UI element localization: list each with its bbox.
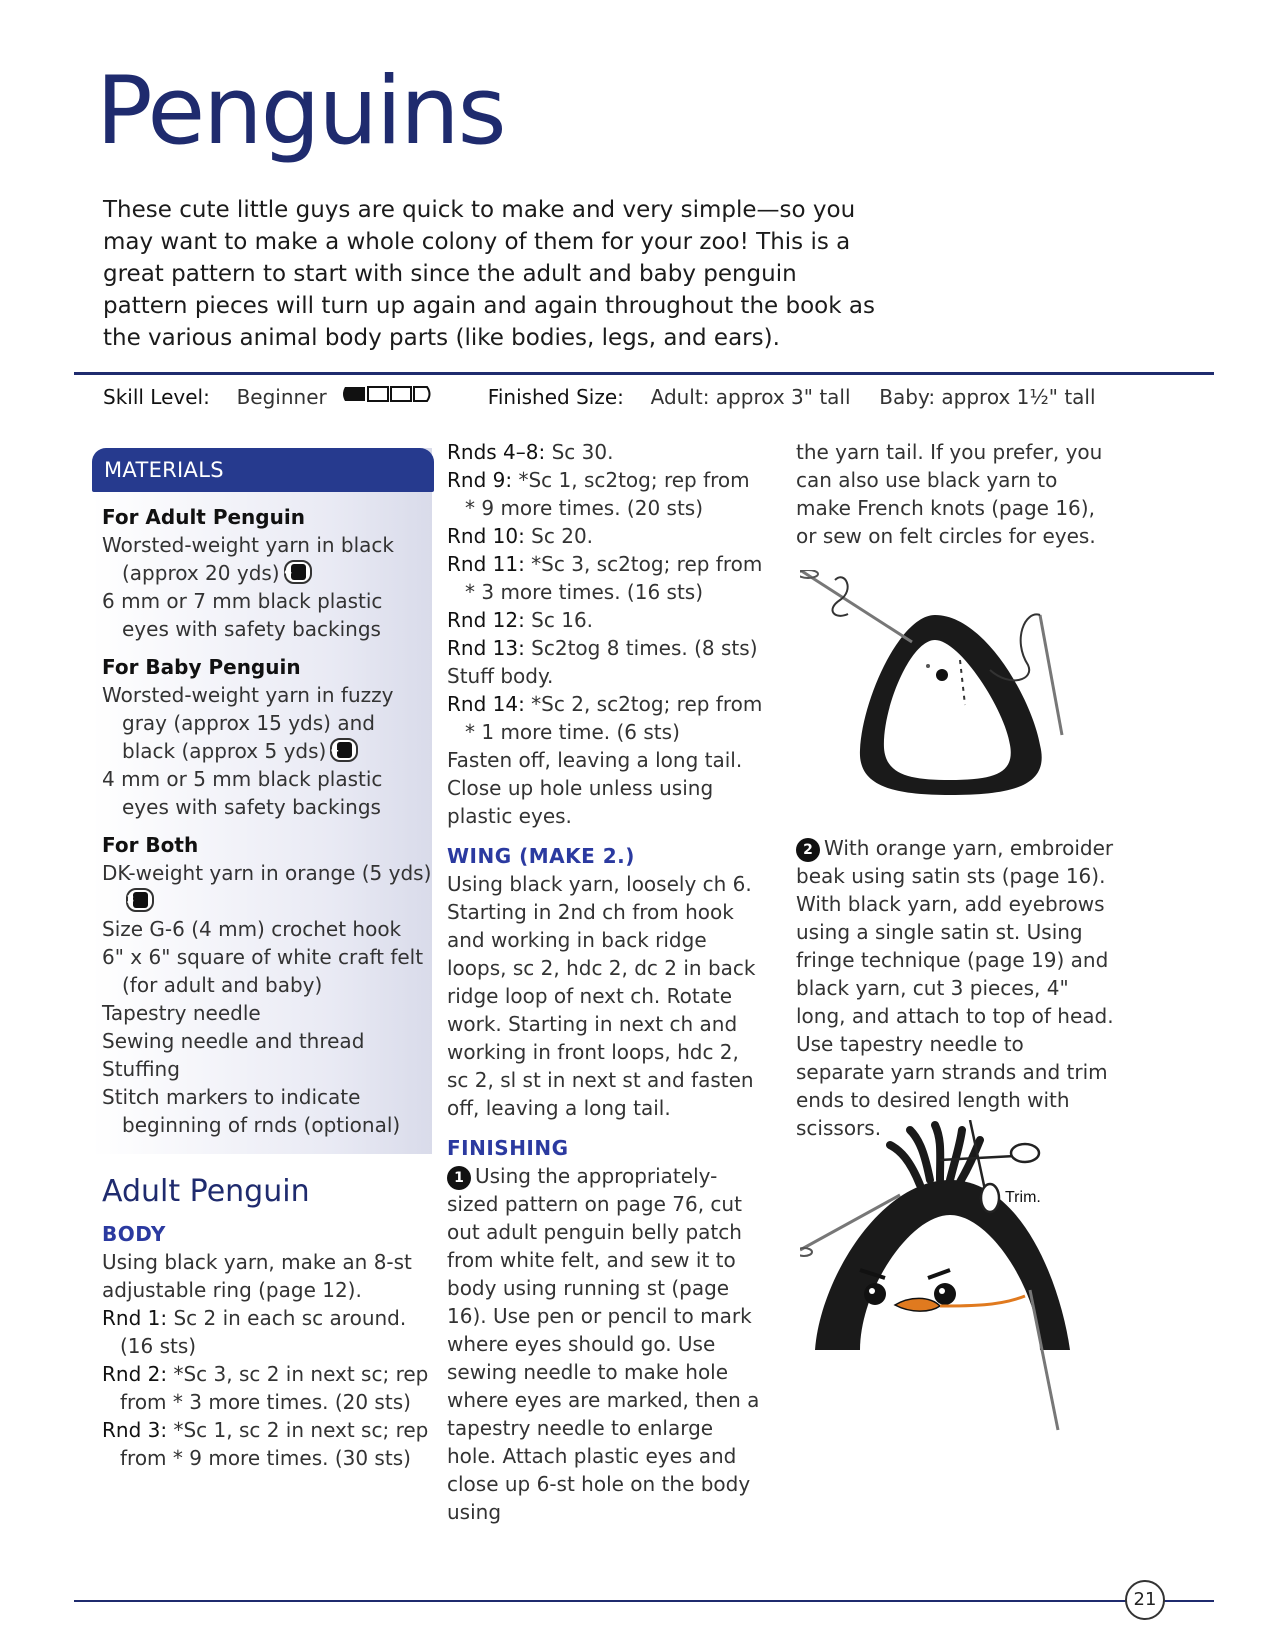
round-item: Rnd 10: Sc 20. — [447, 524, 594, 548]
round-item: Rnd 12: Sc 16. — [447, 608, 594, 632]
material-item: Stuffing — [102, 1057, 180, 1081]
material-item: Stitch markers to indicate beginning of rnds (optional) — [102, 1085, 401, 1137]
round-item: Rnd 1: Sc 2 in each sc around. (16 sts) — [102, 1306, 407, 1358]
top-divider — [74, 372, 1214, 375]
material-item: Worsted-weight yarn in fuzzy gray (approx 15 yds) and black (approx 5 yds) 4 — [102, 683, 394, 763]
finishing-heading: FINISHING — [447, 1136, 569, 1160]
material-item: Tapestry needle — [102, 1001, 261, 1025]
material-item: Size G-6 (4 mm) crochet hook — [102, 917, 402, 941]
finishing-step-2: 2 With orange yarn, embroider beak using satin sts (page 16). With black yarn, add eyebrows using a single satin st. Using fringe technique (page 19) and black yarn, cut 3 pieces, 4" long, and attach to top of head. Use tapestry needle to separate yarn strands and trim ends to desired length with scissors. — [796, 836, 1114, 1140]
yarn-weight-icon: 4 — [330, 738, 358, 762]
bottom-divider — [74, 1600, 1214, 1602]
sewing-needle-icon — [1040, 615, 1062, 735]
yarn-weight-icon: 4 — [284, 560, 312, 584]
material-item: DK-weight yarn in orange (5 yds) 3 — [102, 859, 432, 915]
page-number: 21 — [1125, 1580, 1165, 1620]
intro-paragraph: These cute little guys are quick to make and very simple—so you may want to make a whole colony of them for your zoo! This is a great pattern to start with since the adult and baby penguin pattern pieces will turn up again and again throughout the book as the various animal body parts (like bodies, legs, and ears). — [103, 197, 875, 351]
step-number-badge: 2 — [796, 838, 820, 862]
finishing-step-1: 1 Using the appropriately-sized pattern on page 76, cut out adult penguin belly patch from white felt, and sew it to body using running st (page 16). Use pen or pencil to mark where eyes should go. Use sewing needle to make hole where eyes are marked, then a tapestry needle to enlarge hole. Attach plastic eyes and close up 6-st hole on the body using — [447, 1164, 760, 1524]
skill-size-bar — [103, 383, 1213, 417]
materials-heading: MATERIALS — [92, 448, 434, 492]
adult-penguin-section — [102, 1172, 432, 1472]
skill-value: Beginner — [236, 384, 327, 409]
material-item: Worsted-weight yarn in black (approx 20 yds) 4 — [102, 533, 395, 585]
trim-label: Trim. — [1005, 1189, 1041, 1206]
adult-materials-heading: For Adult Penguin — [102, 505, 305, 529]
finishing-step-1-continued: the yarn tail. If you prefer, you can also use black yarn to make French knots (page 16), or sew on felt circles for eyes. — [796, 440, 1103, 548]
stuff-body-text: Stuff body. — [447, 664, 554, 688]
right-column — [796, 438, 1114, 550]
round-item: Rnd 13: Sc2tog 8 times. (8 sts) — [447, 636, 758, 660]
size-adult: Adult: approx 3" tall — [650, 384, 851, 409]
size-baby: Baby: approx 1½" tall — [879, 384, 1096, 409]
adult-penguin-heading: Adult Penguin — [102, 1174, 310, 1209]
round-item: Rnd 3: *Sc 1, sc 2 in next sc; rep from * 9 more times. (30 sts) — [102, 1418, 429, 1470]
baby-materials-heading: For Baby Penguin — [102, 655, 301, 679]
material-item: 6 mm or 7 mm black plastic eyes with safety backings — [102, 589, 383, 641]
round-item: Rnd 11: *Sc 3, sc2tog; rep from * 3 more times. (16 sts) — [447, 552, 763, 604]
yarn-weight-icon: 3 — [126, 888, 154, 912]
page-title: Penguins — [96, 57, 505, 166]
skill-label: Skill Level: — [103, 384, 210, 409]
round-item: Rnds 4–8: Sc 30. — [447, 440, 614, 464]
middle-column — [447, 438, 765, 1526]
size-label: Finished Size: — [487, 384, 624, 409]
materials-list — [102, 503, 432, 1139]
wing-instructions: Using black yarn, loosely ch 6. Starting in 2nd ch from hook and working in back ridge loops, sc 2, hdc 2, dc 2 in back ridge loop of next ch. Rotate work. Starting in next ch and working in front loops, hdc 2, sc 2, sl st in next st and fasten off, leaving a long tail. — [447, 872, 756, 1120]
material-item: 6" x 6" square of white craft felt (for adult and baby) — [102, 945, 424, 997]
round-item: Rnd 14: *Sc 2, sc2tog; rep from * 1 more time. (6 sts) — [447, 692, 763, 744]
step-number-badge: 1 — [447, 1166, 471, 1190]
body-intro: Using black yarn, make an 8-st adjustable ring (page 12). — [102, 1250, 412, 1302]
skill-level-bars-icon — [341, 384, 433, 409]
penguin-trim-illustration — [800, 1120, 1110, 1450]
tapestry-needle-icon — [800, 570, 912, 642]
round-item: Rnd 2: *Sc 3, sc 2 in next sc; rep from * 3 more times. (20 sts) — [102, 1362, 429, 1414]
round-item: Rnd 9: *Sc 1, sc2tog; rep from * 9 more times. (20 sts) — [447, 468, 750, 520]
material-item: Sewing needle and thread — [102, 1029, 365, 1053]
wing-heading: WING (MAKE 2.) — [447, 844, 635, 868]
fasten-off-text: Fasten off, leaving a long tail. Close up hole unless using plastic eyes. — [447, 748, 743, 828]
both-materials-heading: For Both — [102, 833, 199, 857]
penguin-eyes-illustration — [800, 570, 1110, 820]
material-item: 4 mm or 5 mm black plastic eyes with safety backings — [102, 767, 383, 819]
body-heading: BODY — [102, 1222, 166, 1246]
